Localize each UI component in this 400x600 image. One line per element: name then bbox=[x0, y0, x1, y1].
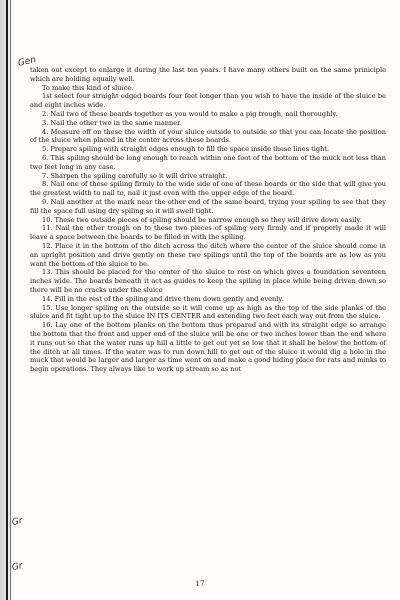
paragraph: 15. Use longer spiling on the outside so it will come up as high as the top of the side planks of the sluice and fit tight up to the sluice IN ITS CENTER and extending two feet each way out from the sluice. bbox=[30, 303, 386, 321]
margin-annotation-top: Gen bbox=[17, 55, 38, 69]
page-edge-line-inner bbox=[10, 0, 11, 600]
paragraph: 3. Nail the other two in the same manner. bbox=[42, 118, 182, 127]
margin-annotation-bottom-1: Gr bbox=[11, 515, 24, 529]
page-edge-line bbox=[6, 0, 8, 600]
paragraph: 1st select four straight edged boards four feet longer than you wish to have the inside of the sluice be and eight inches wide. bbox=[30, 92, 386, 110]
body-text bbox=[30, 66, 386, 374]
paragraph: 9. Nail another at the mark near the other end of the same board, trying your spiling to see that they fill the space full using dry spiling so it will swell tight. bbox=[30, 197, 386, 215]
paragraph: 16. Lay one of the bottom planks on the bottom thus prepared and with its straight edge so arrange the bottom that the front and upper end of the sluice will be one or two inches lower than the end where it runs out so that the water runs up hill a little to get out yet so low that it shall be below the bottom of the ditch at all times. If the water was to run down hill to get out of the sluice it would dig a hole in the muck that would be larger and larger as time went on and make a good hiding place for rats and minks to begin operations. They always like to work up stream so as not bbox=[30, 321, 386, 374]
page-number: 17 bbox=[195, 580, 205, 588]
paragraph: 7. Sharpen the spiling carefully so it will drive straight. bbox=[42, 171, 228, 180]
paragraph: 8. Nail one of these spiling firmly to the wide side of one of these boards or the side that will give you the greatest width to nail to, nail it just even with the upper edge of the board. bbox=[30, 180, 386, 198]
paragraph: 14. Fill in the rest of the spiling and drive them down gently and evenly. bbox=[42, 294, 284, 303]
paragraph: 12. Place it in the bottom of the ditch across the ditch where the center of the sluice should come in an upright position and drive gently on these two spilings until the top of the boards are as low as you want the bottom of the sluice to be. bbox=[30, 241, 386, 268]
margin-annotation-bottom-2: Gr bbox=[11, 560, 24, 574]
paragraph: To make this kind of sluice. bbox=[42, 83, 134, 92]
paragraph: 10. These two outside pieces of spiling should be narrow enough so they will drive down easily. bbox=[42, 215, 362, 224]
paragraph: 2. Nail two of these boards together as you would to make a pig trough, nail thoroughly. bbox=[42, 109, 338, 118]
paragraph: 5. Prepare spiling with straight edges enough to fill the space inside these lines tight. bbox=[42, 145, 330, 154]
paragraph: 13. This should be placed for the center of the sluice to rest on which gives a foundation seventeen inches wide. The boards beneath it act as guides to keep the spiling in place while being driven down so there will be no cracks under the sluice bbox=[30, 268, 386, 294]
paragraph: 11. Nail the other trough on to these two pieces of spiling very firmly and if properly made it will leave a space between the boards to be filled in with the spiling. bbox=[30, 224, 386, 242]
paragraph: 4. Measure off on these the width of your sluice outside to outside so that you can locate the position of the sluice when placed in the center across these boards. bbox=[30, 127, 386, 145]
paragraph: 6. This spiling should be long enough to reach within one foot of the bottom of the muck not less than two feet long in any case. bbox=[30, 153, 386, 171]
paragraph: taken out except to enlarge it during the last ten years. I have many others built on the same priniciple which are holding equally well. bbox=[30, 66, 386, 83]
